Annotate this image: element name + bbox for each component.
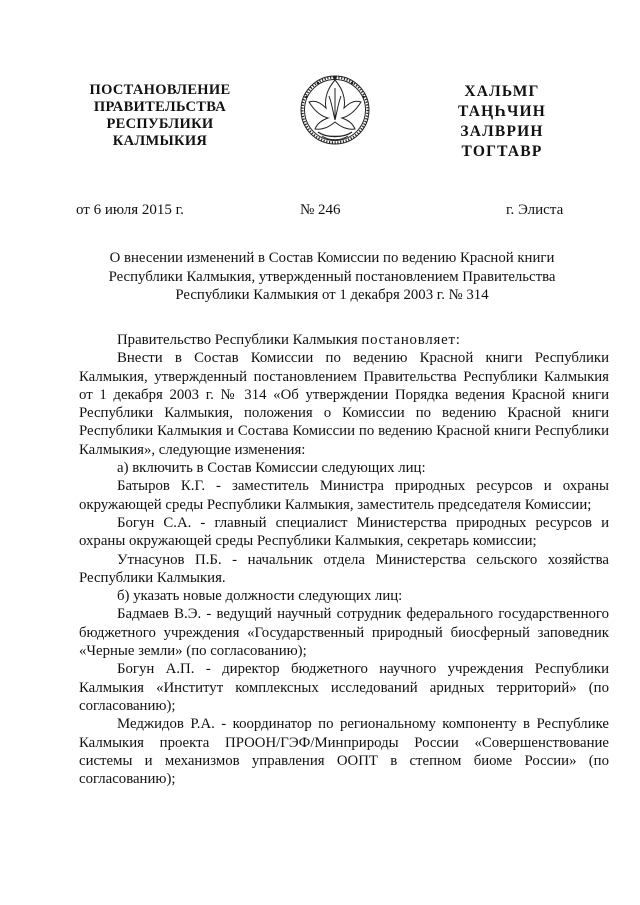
body-paragraph: Внести в Состав Комиссии по ведению Красной книги Республики Калмыкия, утвержденный постановлением Правительства Республики Калмыкия от 1 декабря 2003 г. № 314 «Об утверждении Порядка ведения Красной книги Республики Калмыкия, положения о Комиссии по ведению Красной книги Республики Калмыкия и Состава Комиссии по ведению Красной книги Республики Калмыкия», следующие изменения: (79, 350, 609, 458)
intro-subject: Правительство Республики Калмыкия (117, 332, 358, 348)
header-right-line: ТОГТАВР (461, 143, 543, 160)
header-right-line: ТАҢҺЧИН (457, 103, 547, 120)
title-line: Республики Калмыкия, утвержденный постановлением Правительства (108, 268, 556, 285)
header-right-line: ХАЛЬМГ (464, 83, 540, 100)
body-paragraph: Батыров К.Г. - заместитель Министра природных ресурсов и охраны окружающей среды Республики Калмыкия, заместитель председателя Комиссии; (79, 478, 609, 513)
header-left-line: КАЛМЫКИЯ (112, 133, 208, 149)
title-line: Республики Калмыкия от 1 декабря 2003 г. № 314 (175, 287, 489, 303)
header-left-block (60, 82, 260, 150)
header-right-block (442, 82, 562, 162)
document-city: г. Элиста (506, 202, 564, 218)
body-paragraph: б) указать новые должности следующих лиц: (117, 588, 403, 605)
document-number: № 246 (300, 202, 341, 218)
document-title (66, 249, 598, 305)
body-paragraph: Богун А.П. - директор бюджетного научного учреждения Республики Калмыкия «Институт комплексных исследований аридных территорий» (по согласованию); (79, 661, 609, 714)
coat-of-arms-emblem-icon (298, 70, 372, 150)
header-left-line: ПОСТАНОВЛЕНИЕ (89, 82, 231, 98)
intro-paragraph (79, 331, 609, 349)
document-date: от 6 июля 2015 г. (76, 202, 184, 218)
body-paragraph: а) включить в Состав Комиссии следующих лиц: (117, 460, 426, 477)
intro-verb: постановляет: (361, 332, 461, 348)
document-body (79, 331, 609, 788)
body-paragraph: Меджидов Р.А. - координатор по региональному компоненту в Республике Калмыкия проекта ПРООН/ГЭФ/Минприроды России «Совершенствование системы и механизмов управления ООПТ в степном биоме России» (по согласованию); (79, 716, 609, 788)
body-paragraph: Утнасунов П.Б. - начальник отдела Министерства сельского хозяйства Республики Калмыкия. (79, 551, 609, 586)
header-left-line: РЕСПУБЛИКИ (106, 116, 214, 132)
header-right-line: ЗАЛВРИН (460, 123, 544, 140)
body-paragraph: Бадмаев В.Э. - ведущий научный сотрудник федерального государственного бюджетного учреждения «Государственный природный биосферный заповедник «Черные земли» (по согласованию); (79, 606, 609, 660)
header-left-line: ПРАВИТЕЛЬСТВА (93, 99, 227, 115)
title-line: О внесении изменений в Состав Комиссии по ведению Красной книги (109, 250, 555, 266)
body-paragraph: Богун С.А. - главный специалист Министерства природных ресурсов и охраны окружающей среды Республики Калмыкия, секретарь комиссии; (79, 514, 609, 550)
